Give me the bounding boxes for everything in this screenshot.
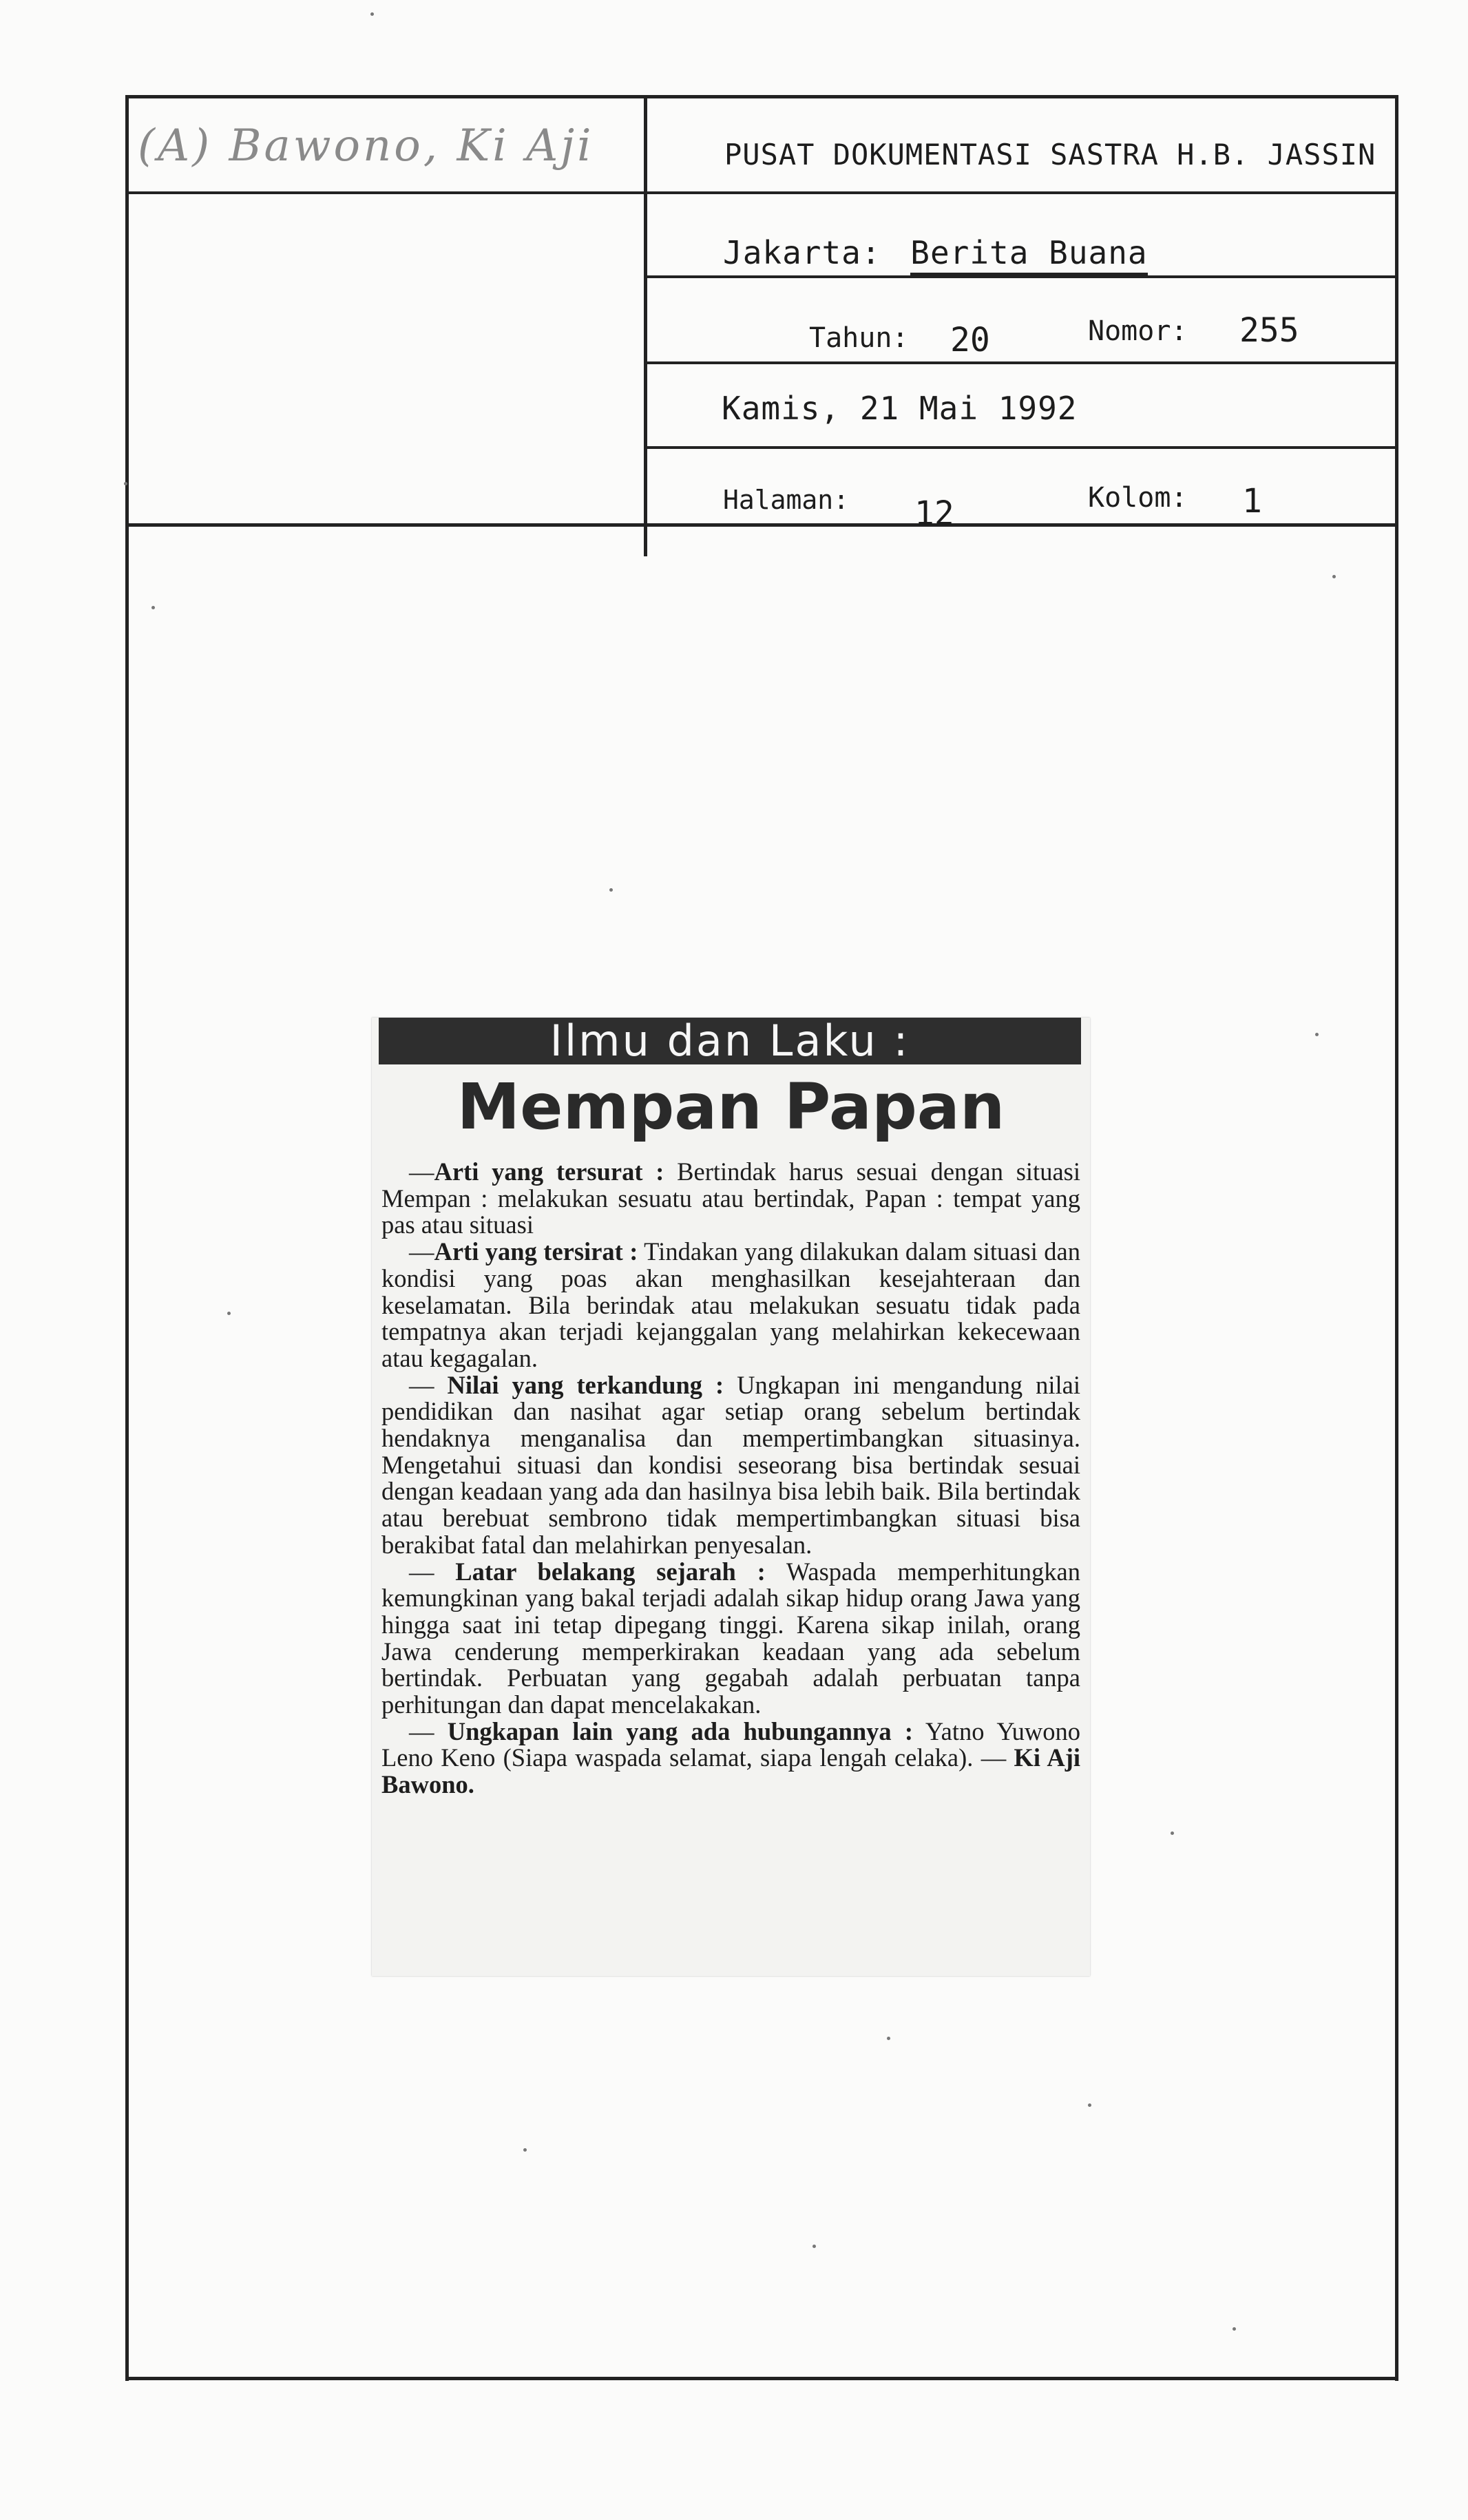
section-text: Ungkapan ini mengandung nilai pendidikan dan nasihat agar setiap orang sebelum bertindak hendaknya menganalisa dan mempertimbangkan situasinya. Mengetahui situasi dan kondisi seseorang bisa bertindak sesuai dengan keadaan yang ada dan hasilnya bisa lebih baik. Bila bertindak atau berebuat sembrono tidak mempertimbangkan situasi bisa berakibat fatal dan melahirkan penyesalan. (381, 1370, 1080, 1559)
header-rule-4 (644, 446, 1398, 449)
newspaper-clipping (372, 1018, 1090, 1976)
header-rule-3 (644, 361, 1398, 364)
column-banner: Ilmu dan Laku : (379, 1018, 1081, 1064)
header-left-rule (125, 191, 649, 194)
number-label: Nomor: (1088, 315, 1188, 347)
year-value: 20 (950, 321, 990, 359)
author-signature: Ki Aji Bawono. (381, 1743, 1080, 1799)
section-text: Waspada memperhitungkan kemungkinan yang bakal terjadi adalah sikap hidup orang Jawa yang hingga saat ini tetap dipegang tinggi. Karena sikap inilah, orang Jawa cenderung memperkirakan keadaan yang ada sebelum bertindak. Perbuatan yang gegabah adalah perbuatan tanpa perhitungan dan dapat mencelakakan. (381, 1557, 1080, 1719)
institution-name: PUSAT DOKUMENTASI SASTRA H.B. JASSIN (724, 138, 1376, 171)
section-ungkapan-lain: — Ungkapan lain yang ada hubungannya : Yatno Yuwono Leno Keno (Siapa waspada selamat, siapa lengah celaka). — Ki Aji Bawono. (381, 1716, 1080, 1799)
frame-left-line (125, 95, 129, 2381)
handwritten-author-note: (A) Bawono, Ki Aji (138, 120, 594, 171)
section-label: Arti yang tersurat : (434, 1157, 664, 1186)
page-label: Halaman: (723, 485, 850, 515)
article-headline: Mempan Papan (457, 1070, 1005, 1144)
header-rule-1 (644, 191, 1398, 194)
city-label: Jakarta: (723, 234, 881, 271)
frame-top-line (125, 95, 1398, 98)
header-divider-vertical (644, 95, 647, 556)
scan-speck (151, 606, 155, 609)
section-text: Yatno Yuwono Leno Keno (Siapa waspada selamat, siapa lengah celaka). — (381, 1716, 1080, 1772)
scan-speck (1233, 2327, 1236, 2331)
section-label: Ungkapan lain yang ada hubungannya : (447, 1716, 914, 1745)
column-label: Kolom: (1088, 482, 1188, 514)
section-text: Tindakan yang dilakukan dalam situasi dan kondisi yang poas akan menghasilkan kesejahteraan dan keselamatan. Bila berindak atau melakukan sesuatu tidak pada tempatnya akan terjadi kejanggalan yang melahirkan kekecewaan atau kegagalan. (381, 1237, 1080, 1372)
column-value: 1 (1242, 482, 1262, 521)
scan-speck (812, 2245, 816, 2248)
section-text: Bertindak harus sesuai dengan situasi Mempan : melakukan sesuatu atau bertindak, Papan : tempat yang pas atau situasi (381, 1157, 1080, 1239)
section-label: Nilai yang terkandung : (447, 1370, 724, 1399)
newspaper-name: Berita Buana (910, 234, 1147, 276)
scan-speck (1332, 575, 1336, 578)
scan-speck (227, 1312, 231, 1315)
scan-speck (887, 2037, 890, 2040)
section-tersirat: —Arti yang tersirat : Tindakan yang dilakukan dalam situasi dan kondisi yang poas akan menghasilkan kesejahteraan dan keselamatan. Bila berindak atau melakukan sesuatu tidak pada tempatnya akan terjadi kejanggalan yang melahirkan kekecewaan atau kegagalan. (381, 1237, 1080, 1372)
scan-speck (124, 482, 127, 485)
scan-speck (609, 888, 613, 892)
section-label: Latar belakang sejarah : (455, 1557, 766, 1586)
section-nilai: — Nilai yang terkandung : Ungkapan ini mengandung nilai pendidikan dan nasihat agar setiap orang sebelum bertindak hendaknya menganalisa dan mempertimbangkan situasinya. Mengetahui situasi dan kondisi seseorang bisa bertindak sesuai dengan keadaan yang ada dan hasilnya bisa lebih baik. Bila bertindak atau berebuat sembrono tidak mempertimbangkan situasi bisa berakibat fatal dan melahirkan penyesalan. (381, 1370, 1080, 1559)
newspaper-line (723, 234, 1148, 271)
section-label: Arti yang tersirat : (434, 1237, 638, 1266)
section-sejarah: — Latar belakang sejarah : Waspada memperhitungkan kemungkinan yang bakal terjadi adalah sikap hidup orang Jawa yang hingga saat ini tetap dipegang tinggi. Karena sikap inilah, orang Jawa cenderung memperkirakan keadaan yang ada sebelum bertindak. Perbuatan yang gegabah adalah perbuatan tanpa perhitungan dan dapat mencelakakan. (381, 1557, 1080, 1719)
scan-speck (1171, 1831, 1174, 1835)
scan-speck (1088, 2103, 1091, 2107)
frame-bottom-line (125, 2377, 1398, 2380)
header-bottom-rule (125, 523, 1398, 527)
number-value: 255 (1239, 311, 1299, 350)
publication-date: Kamis, 21 Mai 1992 (722, 390, 1078, 427)
scan-speck (523, 2148, 527, 2152)
scan-speck (370, 12, 374, 16)
frame-right-line (1395, 95, 1398, 2381)
article-body (381, 1159, 1080, 1798)
section-tersurat: —Arti yang tersurat : Bertindak harus sesuai dengan situasi Mempan : melakukan sesuatu atau bertindak, Papan : tempat yang pas atau situasi (381, 1157, 1080, 1239)
page-value: 12 (914, 494, 954, 533)
scan-speck (1315, 1033, 1319, 1036)
year-label: Tahun: (809, 322, 909, 354)
